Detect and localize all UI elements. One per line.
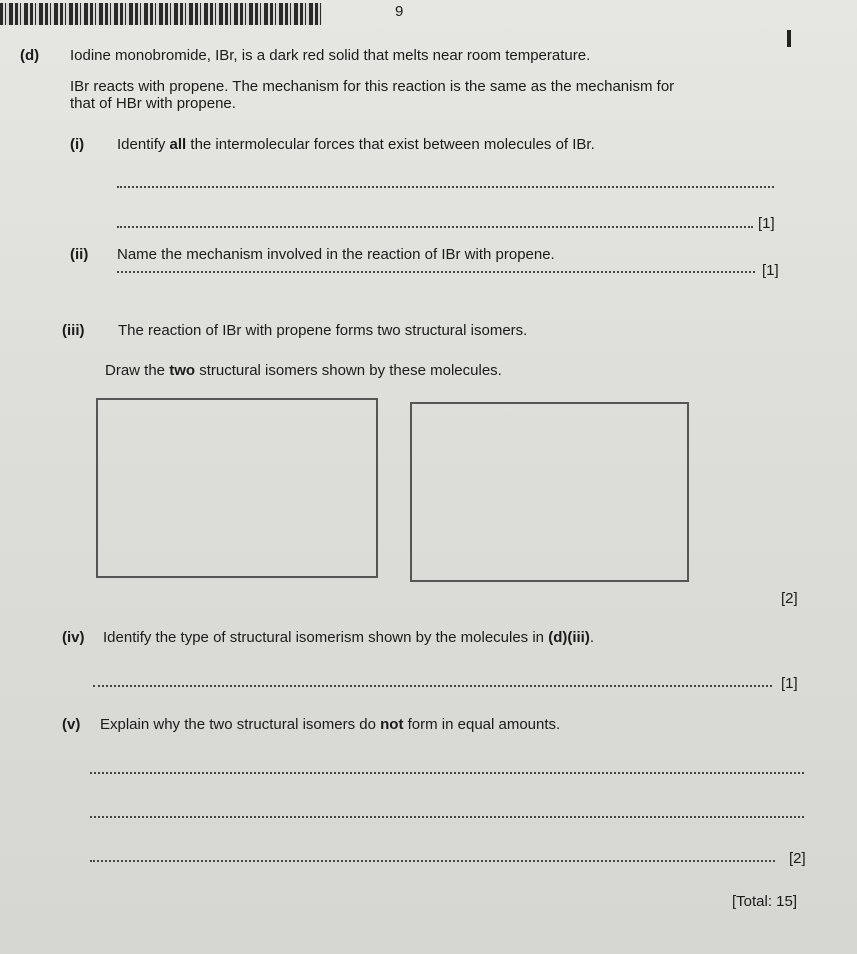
q-i-marks: [1] (758, 215, 775, 232)
q-iv-text (103, 629, 594, 646)
q-ii-text: Name the mechanism involved in the reaction of IBr with propene. (117, 246, 555, 263)
q-iv-label: (iv) (62, 629, 85, 646)
q-iii-instr-bold: two (169, 362, 196, 379)
q-iv-text-before: Identify the type of structural isomerism shown by the molecules in (103, 629, 545, 646)
q-v-text (100, 716, 560, 733)
q-iii-text: The reaction of IBr with propene forms two structural isomers. (118, 322, 528, 339)
q-v-text-before: Explain why the two structural isomers do (100, 716, 376, 733)
answer-line-i-2[interactable] (117, 226, 753, 228)
answer-line-v-2[interactable] (90, 816, 804, 818)
part-d-intro: Iodine monobromide, IBr, is a dark red solid that melts near room temperature. (70, 47, 591, 64)
q-ii-marks: [1] (762, 262, 779, 279)
part-d-context-line1: IBr reacts with propene. The mechanism for this reaction is the same as the mechanism for (70, 78, 675, 95)
q-v-marks: [2] (789, 850, 806, 867)
drawing-box-isomer-2[interactable] (410, 402, 689, 582)
q-iii-instr-after: structural isomers shown by these molecules. (199, 362, 502, 379)
margin-mark (787, 30, 791, 47)
q-iv-text-after: . (589, 629, 595, 646)
q-v-text-bold: not (380, 716, 404, 733)
q-iv-marks: [1] (781, 675, 798, 692)
q-i-text-after: the intermolecular forces that exist between molecules of IBr. (190, 136, 595, 153)
q-v-text-after: form in equal amounts. (407, 716, 561, 733)
q-i-text-before: Identify (117, 136, 166, 153)
total-marks: [Total: 15] (732, 893, 798, 910)
answer-line-v-1[interactable] (90, 772, 804, 774)
q-v-label: (v) (62, 716, 81, 733)
q-i-text-bold: all (169, 136, 187, 153)
q-ii-label: (ii) (70, 246, 89, 263)
q-iii-label: (iii) (62, 322, 85, 339)
drawing-box-isomer-1[interactable] (96, 398, 378, 578)
q-iii-instruction (105, 362, 502, 379)
q-iv-text-bold: (d)(iii) (548, 629, 590, 646)
answer-line-ii[interactable] (117, 271, 755, 273)
answer-line-iv[interactable] (93, 685, 772, 687)
q-iii-instr-before: Draw the (105, 362, 166, 379)
answer-line-i-1[interactable] (117, 186, 774, 188)
answer-line-v-3[interactable] (90, 860, 775, 862)
barcode-strip (0, 3, 322, 25)
q-i-label: (i) (70, 136, 85, 153)
q-iii-marks: [2] (781, 590, 798, 607)
page-number: 9 (395, 3, 404, 20)
q-i-text (117, 136, 595, 153)
part-d-label: (d) (20, 47, 40, 64)
part-d-context-line2: that of HBr with propene. (70, 95, 236, 112)
